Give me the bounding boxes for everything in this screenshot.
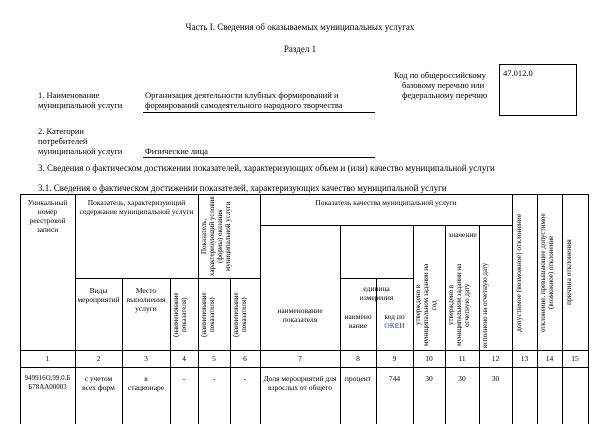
section-3-title: 3. Сведения о фактическом достижении показателей, характеризующих объем и (или) качество муниципальной услуги — [38, 163, 495, 173]
col-num-7: 7 — [298, 354, 302, 363]
col-num-3: 3 — [144, 354, 148, 363]
category-label-3: муниципальной услуги — [38, 146, 123, 156]
part-title: Часть I. Сведения об оказываемых муниципальных услугах — [185, 22, 415, 32]
h-executed: исполнено на отчетную дату — [481, 262, 489, 348]
h-deviation-over: отклонение, превышающее допустимое (возможное) отклонение — [539, 213, 555, 332]
h-value: значение — [448, 230, 477, 239]
row-types: с учетом всех форм — [82, 374, 115, 392]
code-label-1: Код по общероссийскому — [394, 70, 487, 80]
service-name-underline — [143, 112, 375, 113]
col-num-5: 5 — [212, 354, 216, 363]
col-num-8: 8 — [356, 354, 360, 363]
row-c4: - — [182, 374, 186, 383]
h-blank-5: (наименование показателя) — [200, 292, 216, 338]
row-unit: процент — [344, 374, 372, 383]
col-num-9: 9 — [392, 354, 397, 363]
col-num-12: 12 — [491, 354, 500, 363]
h-unit-name: наимено вание — [344, 312, 372, 330]
row-v12: 30 — [491, 374, 500, 383]
row-okei: 744 — [388, 374, 401, 383]
row-c6: - — [243, 374, 247, 383]
code-label-3: федеральному перечню — [402, 90, 488, 100]
row-v11: 30 — [458, 374, 466, 383]
category-underline — [143, 157, 375, 158]
col-num-13: 13 — [520, 354, 529, 363]
h-blank-6: (наименование показателя) — [232, 292, 248, 338]
h-deviation-allowed: допустимое (возможное) отклонение — [514, 213, 523, 332]
col-num-1: 1 — [45, 354, 50, 363]
section-3-1-title: 3.1. Сведения о фактическом достижении показателей, характеризующих качество муниципальной услуги — [38, 183, 447, 193]
category-label-1: 2. Категории — [38, 126, 84, 136]
h-approved-year: утверждено в муниципальном задании на год — [414, 263, 438, 347]
section-title: Раздел 1 — [283, 44, 317, 54]
col-num-2: 2 — [96, 354, 101, 363]
h-reason: причина отклонения — [564, 239, 573, 306]
col-num-10: 10 — [425, 354, 433, 363]
h-types: Виды мероприятий — [77, 286, 120, 304]
col-num-6: 6 — [243, 354, 247, 363]
col-num-11: 11 — [458, 354, 466, 363]
category-value: Физические лица — [145, 146, 208, 156]
service-name-value-2: формирований самодеятельного народного творчества — [145, 100, 343, 110]
h-content: Показатель, характеризующий содержание муниципальной услуги — [79, 198, 194, 216]
h-unique: Уникальный номер реестровой записи — [27, 198, 68, 234]
service-name-label-1: 1. Наименование — [38, 90, 100, 100]
h-okei: код по ОКЕИ — [384, 312, 405, 330]
col-num-4: 4 — [182, 354, 186, 363]
category-label-2: потребителей — [38, 136, 88, 146]
h-conditions: Показатель, характеризующий условия (формы) оказания муниципальной услуги — [200, 196, 232, 276]
h-place: Место выполнения услуги — [126, 286, 166, 313]
row-v10: 30 — [425, 374, 433, 383]
row-c5: - — [212, 374, 216, 383]
service-name-label-2: муниципальной услуги — [38, 100, 123, 110]
col-num-15: 15 — [571, 354, 579, 363]
code-label-2: базовому перечню или — [402, 80, 485, 90]
h-approved-date: утверждено в муниципальном задании на отчетную дату — [447, 263, 471, 347]
service-name-value-1: Организация деятельности клубных формирований и — [145, 90, 339, 100]
code-value: 47.012.0 — [503, 68, 533, 78]
h-quality: Показатель качества муниципальной услуги — [315, 198, 457, 207]
row-place: в стационаре — [127, 374, 165, 392]
h-indicator-name: наименование показателя — [277, 306, 323, 324]
row-indicator: Доля мероприятий для взрослых от общего — [263, 374, 337, 392]
col-num-14: 14 — [545, 354, 554, 363]
row-unique: 949916О.99.0.Б Б78АА00003 — [24, 374, 71, 391]
h-blank-4: (наименование показателя) — [172, 292, 188, 338]
h-unit: единица измерения — [359, 284, 394, 302]
